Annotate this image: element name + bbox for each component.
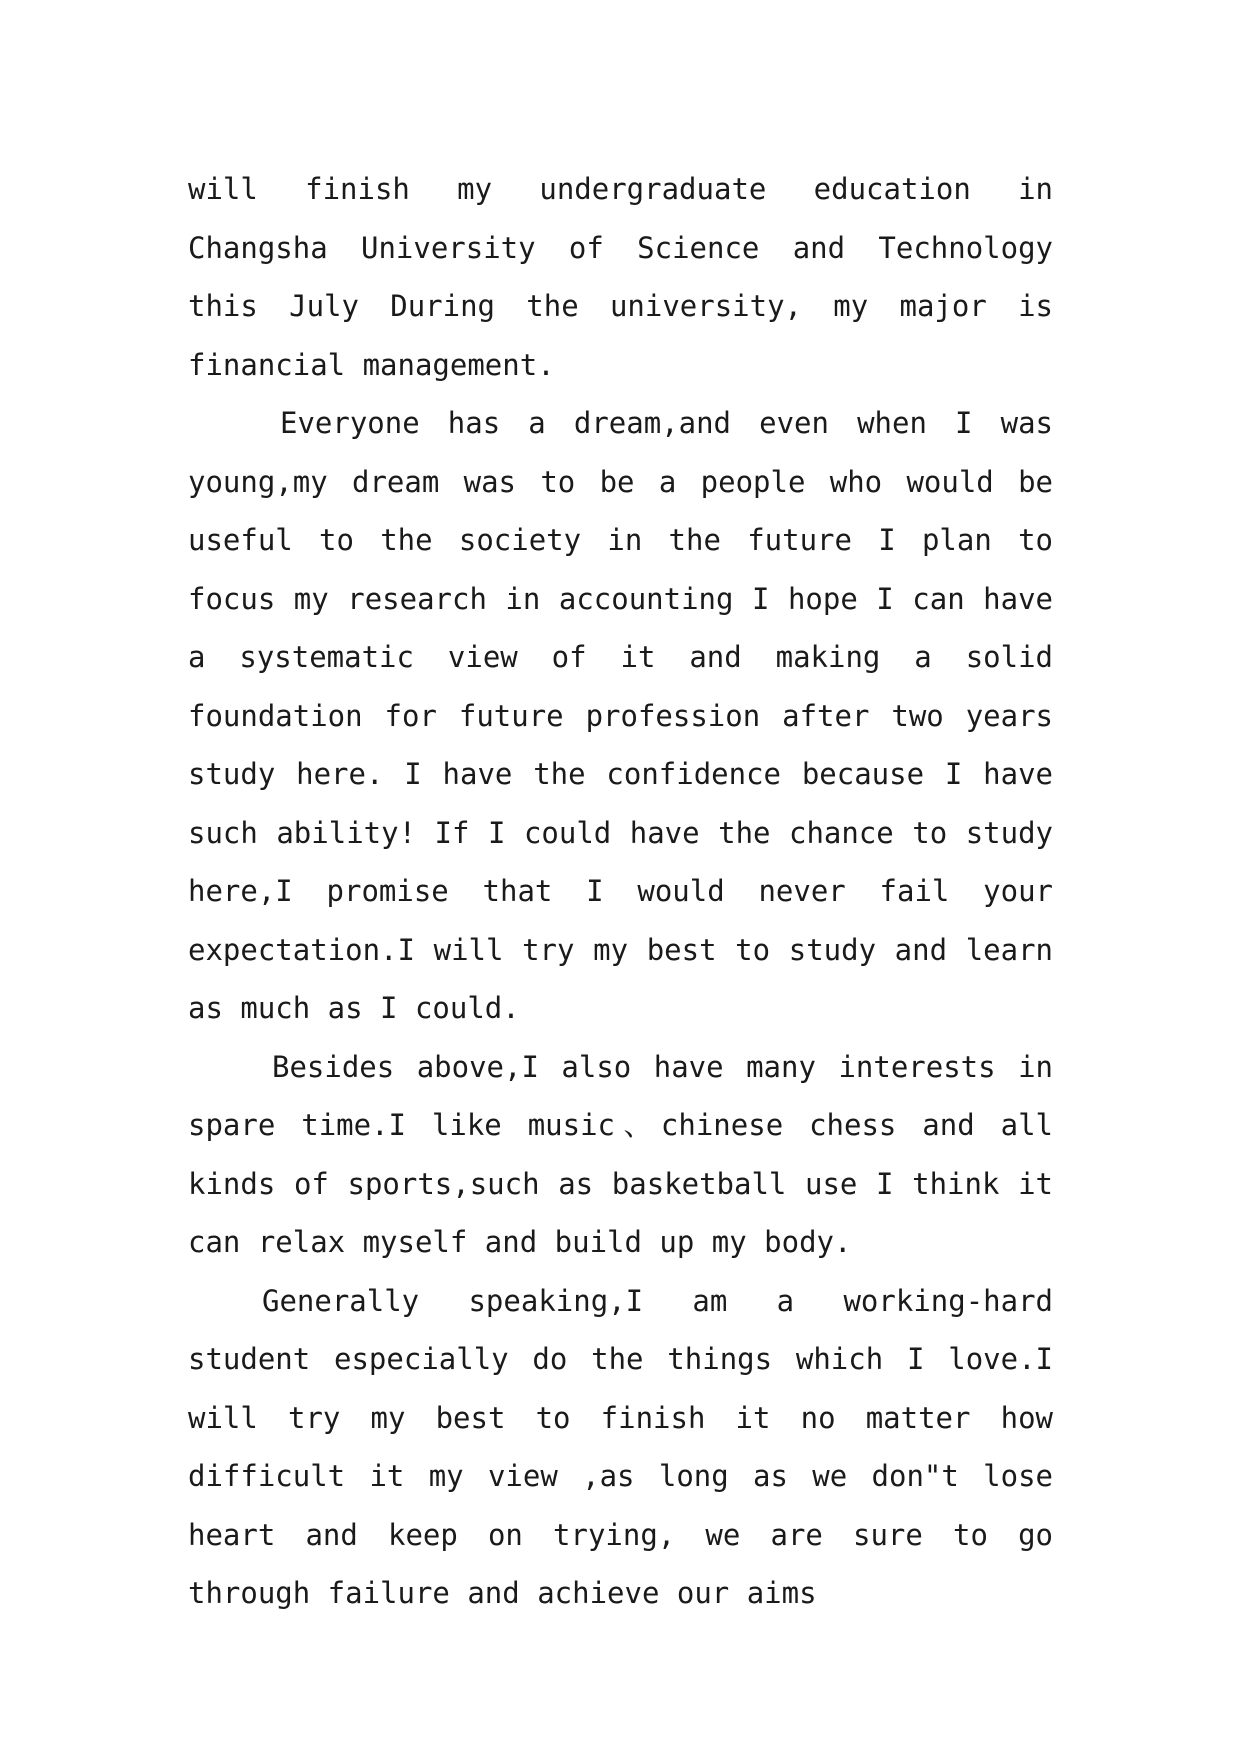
paragraph-3: Besides above,I also have many interests in spare time.I like music、chinese chess and all kinds of sports,such as basketball use I think it can relax myself and build up my body.: [188, 1049, 1053, 1259]
paragraph-1: will finish my undergraduate education in Changsha University of Science and Technology this July During the university, my major is financial management.: [188, 172, 1053, 382]
document-body: [188, 160, 1053, 1623]
paragraph-2: Everyone has a dream,and even when I was young,my dream was to be a people who would be useful to the society in the future I plan to focus my research in accounting I hope I can have a systematic view of it and making a solid foundation for future profession after two years study here. I have the confidence because I have such ability! If I could have the chance to study here,I promise that I would never fail your expectation.I will try my best to study and learn as much as I could.: [188, 406, 1053, 1025]
paragraph-4: Generally speaking,I am a working-hard student especially do the things which I love.I will try my best to finish it no matter how difficult it my view ,as long as we don"t lose heart and keep on trying, we are sure to go through failure and achieve our aims: [188, 1283, 1053, 1610]
